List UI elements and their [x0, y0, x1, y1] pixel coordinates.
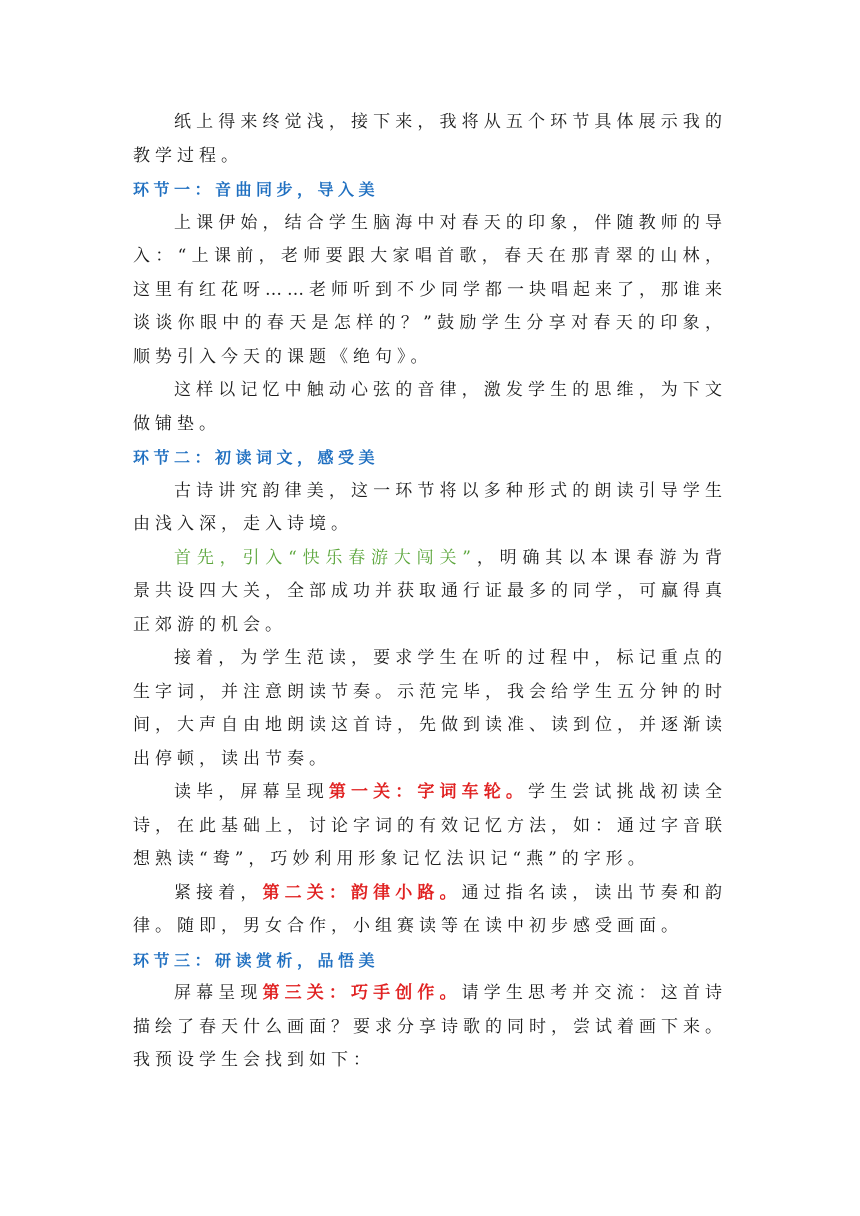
level-three-lead: 屏幕呈现 [174, 983, 263, 1003]
section-heading-3: 环节三：研读赏析，品悟美 [133, 950, 380, 970]
paragraph-model-reading: 接着，为学生范读，要求学生在听的过程中，标记重点的生字词，并注意朗读节奏。示范完毕，我会给学生五分钟的时间，大声自由地朗读这首诗，先做到读准、读到位，并逐渐读出停顿，读出节奏。 [133, 648, 727, 769]
document-page [133, 106, 727, 1078]
level-three-body: 请学生思考并交流：这首诗描绘了春天什么画面？要求分享诗歌的同时，尝试着画下来。我预设学生会找到如下： [133, 983, 727, 1070]
level-one-lead: 读毕，屏幕呈现 [174, 782, 329, 802]
paragraph-level-three [133, 977, 727, 1078]
paragraph-intro: 纸上得来终觉浅，接下来，我将从五个环节具体展示我的教学过程。 [133, 112, 727, 166]
paragraph-lesson-intro: 上课伊始，结合学生脑海中对春天的印象，伴随教师的导入：“上课前，老师要跟大家唱首歌，春天在那青翠的山林，这里有红花呀……老师听到不少同学都一块唱起来了，那谁来谈谈你眼中的春天是怎样的？”鼓励学生分享对春天的印象，顺势引入今天的课题《绝句》。 [133, 212, 727, 367]
paragraph-purpose: 这样以记忆中触动心弦的音律，激发学生的思维，为下文做铺垫。 [133, 380, 727, 434]
game-title-highlight: 首先，引入“快乐春游大闯关” [174, 547, 477, 568]
level-two-title: 第二关：韵律小路。 [262, 882, 462, 903]
level-two-body: 通过指名读，读出节奏和韵律。随即，男女合作，小组赛读等在读中初步感受画面。 [133, 882, 727, 936]
section-heading-1: 环节一：音曲同步，导入美 [133, 180, 380, 199]
level-one-body: 学生尝试挑战初读全诗，在此基础上，讨论字词的有效记忆方法，如：通过字音联想熟读“鸯”，巧妙利用形象记忆法识记“燕”的字形。 [133, 782, 727, 869]
paragraph-level-two [133, 877, 727, 944]
section-heading-2: 环节二：初读词文，感受美 [133, 448, 380, 467]
level-one-title: 第一关：字词车轮。 [328, 782, 528, 802]
paragraph-game-intro [133, 542, 727, 643]
paragraph-level-one [133, 776, 727, 877]
game-description: ，明确其以本课春游为背景共设四大关，全部成功并获取通行证最多的同学，可赢得真正郊游的机会。 [133, 547, 728, 635]
level-three-title: 第三关：巧手创作。 [262, 983, 462, 1003]
level-two-lead: 紧接着， [174, 882, 263, 903]
paragraph-rhythm: 古诗讲究韵律美，这一环节将以多种形式的朗读引导学生由浅入深，走入诗境。 [133, 480, 727, 534]
